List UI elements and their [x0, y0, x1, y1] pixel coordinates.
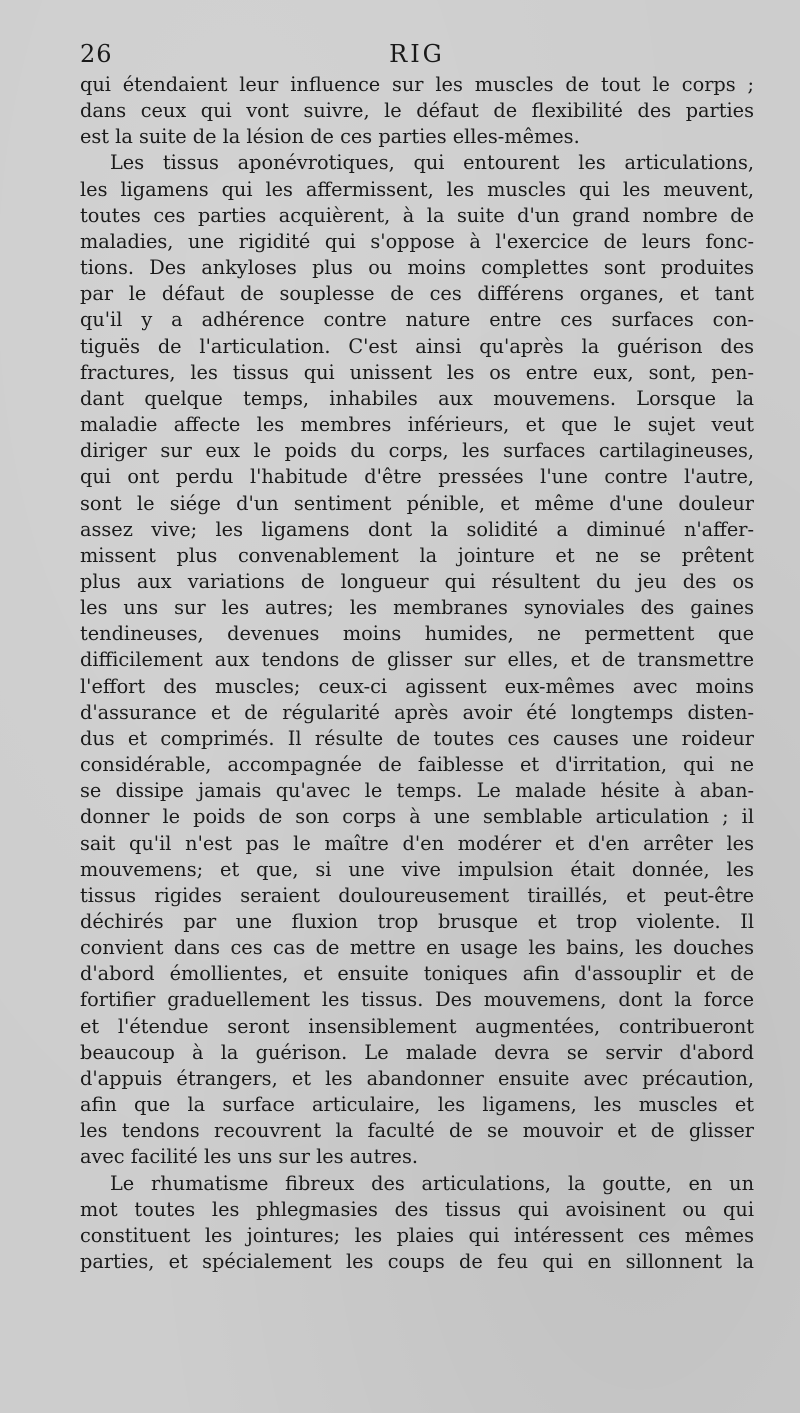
text-line: qui ont perdu l'habitude d'être pressées l'une contre l'autre, — [80, 465, 754, 489]
page-number: 26 — [80, 40, 113, 68]
text-line: convient dans ces cas de mettre en usage les bains, les douches — [80, 936, 754, 960]
text-line: plus aux variations de longueur qui résultent du jeu des os — [80, 569, 754, 593]
text-line: donner le poids de son corps à une semblable articulation ; il — [80, 805, 754, 829]
text-line: mot toutes les phlegmasies des tissus qui avoisinent ou qui — [80, 1197, 754, 1221]
text-line: tendineuses, devenues moins humides, ne permettent que — [80, 622, 754, 646]
text-line: fractures, les tissus qui unissent les os entre eux, sont, pen- — [80, 360, 754, 384]
text-line: déchirés par une fluxion trop brusque et trop violente. Il — [80, 910, 754, 933]
running-title: RIG — [389, 40, 445, 68]
text-line: tiguës de l'articulation. C'est ainsi qu'après la guérison des — [80, 334, 754, 358]
text-line: difficilement aux tendons de glisser sur elles, et de transmettre — [80, 648, 754, 672]
text-line: qu'il y a adhérence contre nature entre ces surfaces con- — [80, 308, 754, 332]
text-line: beaucoup à la guérison. Le malade devra se servir d'abord — [80, 1040, 754, 1064]
text-line: Le rhumatisme fibreux des articulations, la goutte, en un — [110, 1171, 754, 1195]
text-line: missent plus convenablement la jointure et ne se prêtent — [80, 543, 754, 567]
text-line: l'effort des muscles; ceux-ci agissent eux-mêmes avec moins — [80, 674, 754, 698]
text-line: dans ceux qui vont suivre, le défaut de flexibilité des parties — [80, 99, 754, 123]
text-line: Les tissus aponévrotiques, qui entourent les articulations, — [110, 151, 754, 175]
text-line: toutes ces parties acquièrent, à la suite d'un grand nombre de — [80, 203, 754, 227]
text-line: les uns sur les autres; les membranes synoviales des gaines — [80, 596, 754, 620]
text-line: maladie affecte les membres inférieurs, et que le sujet veut — [80, 413, 754, 437]
text-line: sont le siége d'un sentiment pénible, et même d'une douleur — [80, 491, 754, 515]
text-line: fortifier graduellement les tissus. Des mouvemens, dont la force — [80, 988, 754, 1012]
running-head — [80, 36, 754, 70]
text-line: par le défaut de souplesse de ces différens organes, et tant — [80, 282, 754, 306]
text-line: mouvemens; et que, si une vive impulsion était donnée, les — [80, 857, 754, 881]
text-line: est la suite de la lésion de ces parties elles-mêmes. — [80, 125, 580, 149]
text-line: et l'étendue seront insensiblement augmentées, contribueront — [80, 1014, 754, 1038]
text-line: sait qu'il n'est pas le maître d'en modérer et d'en arrêter les — [80, 831, 754, 855]
text-line: afin que la surface articulaire, les ligamens, les muscles et — [80, 1093, 754, 1117]
text-line: qui étendaient leur influence sur les muscles de tout le corps ; — [80, 73, 754, 96]
text-line: dant quelque temps, inhabiles aux mouvemens. Lorsque la — [80, 386, 754, 410]
text-line: se dissipe jamais qu'avec le temps. Le malade hésite à aban- — [80, 779, 754, 803]
text-line: d'appuis étrangers, et les abandonner ensuite avec précaution, — [80, 1066, 754, 1090]
text-line: considérable, accompagnée de faiblesse et d'irritation, qui ne — [80, 753, 754, 777]
text-line: parties, et spécialement les coups de feu qui en sillonnent la — [80, 1250, 754, 1274]
text-line: d'assurance et de régularité après avoir été longtemps disten- — [80, 700, 754, 724]
text-line: maladies, une rigidité qui s'oppose à l'exercice de leurs fonc- — [80, 229, 754, 253]
text-line: diriger sur eux le poids du corps, les surfaces cartilagineuses, — [80, 439, 754, 463]
text-line: tions. Des ankyloses plus ou moins complettes sont produites — [80, 256, 754, 280]
text-line: constituent les jointures; les plaies qui intéressent ces mêmes — [80, 1223, 754, 1247]
text-line: tissus rigides seraient douloureusement tiraillés, et peut-être — [80, 883, 754, 907]
text-line: les tendons recouvrent la faculté de se mouvoir et de glisser — [80, 1119, 754, 1143]
text-line: dus et comprimés. Il résulte de toutes ces causes une roideur — [80, 726, 754, 750]
text-line: les ligamens qui les affermissent, les muscles qui les meuvent, — [80, 177, 754, 201]
text-line: d'abord émollientes, et ensuite toniques afin d'assouplir et de — [80, 962, 754, 986]
body-text — [80, 72, 754, 1275]
text-line: avec facilité les uns sur les autres. — [80, 1145, 418, 1169]
text-line: assez vive; les ligamens dont la solidité a diminué n'affer- — [80, 517, 754, 541]
